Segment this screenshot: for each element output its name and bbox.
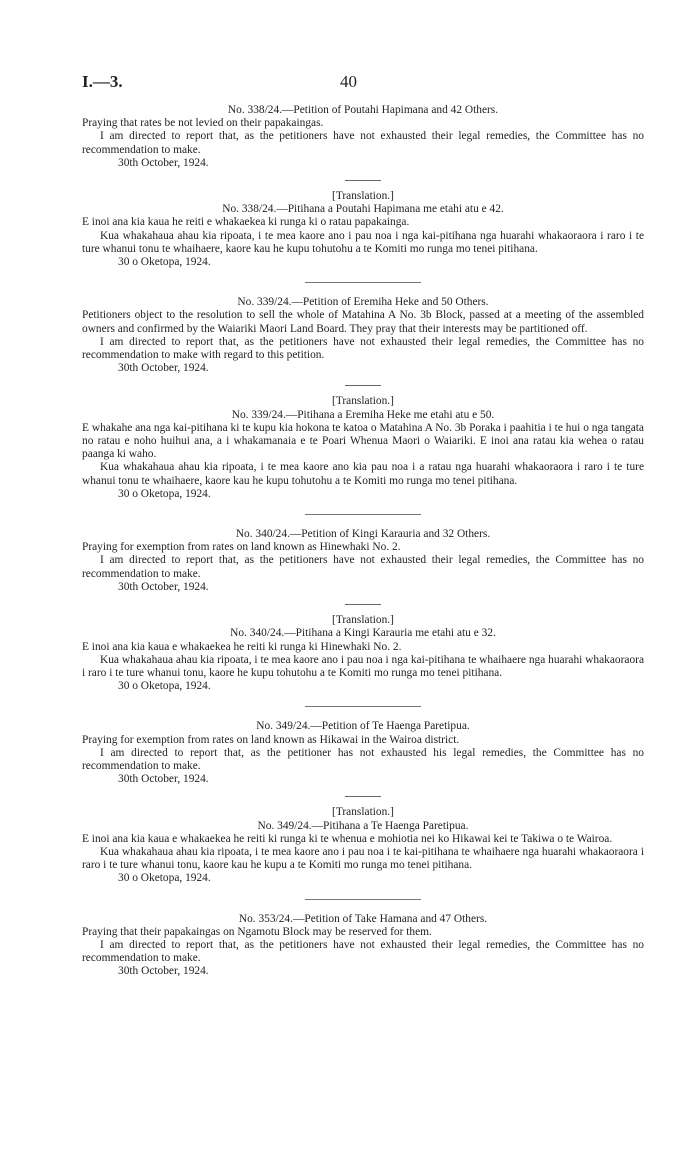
translation-report: Kua whakahaua ahau kia ripoata, i te mea kaore ano i pau noa i nga kai-pitihana nga huarahi whakaoraora i raro i te ture whanui tonu te whaihaere, kaore kau he kupu tohutohu a te Komiti mo runga mo tenei pitihana. <box>82 229 644 255</box>
report-date: 30th October, 1924. <box>118 362 209 375</box>
committee-report: I am directed to report that, as the petitioners have not exhausted their legal remedies, the Committee has no recommendation to make. <box>82 130 644 156</box>
petition-body: Praying that rates be not levied on their papakaingas. <box>82 117 324 130</box>
committee-report: I am directed to report that, as the petitioner has not exhausted his legal remedies, the Committee has no recommendation to make. <box>82 746 644 772</box>
translation-title: No. 339/24.—Pitihana a Eremiha Heke me etahi atu e 50. <box>231 408 495 421</box>
petition-body: Praying for exemption from rates on land known as Hikawai in the Wairoa district. <box>82 733 460 746</box>
translation-body: E inoi ana kia kaua e whakaekea he reiti ki runga ki te whenua e mohiotia nei ko Hikawai kei te Takiwa o te Wairoa. <box>82 832 613 845</box>
petition-title: No. 349/24.—Petition of Te Haenga Paretipua. <box>256 720 470 733</box>
series-header: I.—3. <box>82 72 123 91</box>
report-date: 30th October, 1924. <box>118 965 209 978</box>
petition-entry <box>82 296 644 501</box>
petition-body: Praying for exemption from rates on land known as Hinewhaki No. 2. <box>82 541 401 554</box>
translation-date: 30 o Oketopa, 1924. <box>118 256 211 269</box>
report-date: 30th October, 1924. <box>118 580 209 593</box>
translation-title: No. 338/24.—Pitihana a Poutahi Hapimana me etahi atu e 42. <box>222 203 504 216</box>
translation-date: 30 o Oketopa, 1924. <box>118 680 211 693</box>
petition-title: No. 338/24.—Petition of Poutahi Hapimana and 42 Others. <box>227 104 499 116</box>
translation-report: Kua whakahaua ahau kia ripoata, i te mea kaore ano i pau noa i nga kai-pitihana te whaihaere nga huarahi whakaoraora i raro i te ture whanui tonu, kaore he kupu tohutohu a te Komiti mo runga mo tenei pitihana. <box>82 653 644 679</box>
entry-divider <box>305 514 421 515</box>
committee-report: I am directed to report that, as the petitioners have not exhausted their legal remedies, the Committee has no recommendation to make. <box>82 938 644 965</box>
translation-report: Kua whakahaua ahau kia ripoata, i te mea kaore ano kia pau noa i a ratau nga huarahi whakaoraora i raro i te ture whanui tonu te whaihaere, kaore kau he kupu tohutohu a te Komiti mo runga mo tenei pitihana. <box>82 461 644 487</box>
entry-divider <box>305 899 421 900</box>
translation-body: E whakahe ana nga kai-pitihana ki te kupu kia hokona te katoa o Matahina A No. 3b Poraka i paahitia i te hui o nga tangata no ratau e noho huihui ana, a i whakamanaia e te Poari Whenua Maori o Waiariki. E inoi ana ratau kia wehea o ratau paanga ki waho. <box>82 421 644 461</box>
petition-body: Petitioners object to the resolution to sell the whole of Matahina A No. 3b Block, passed at a meeting of the assembled owners and confirmed by the Waiariki Maori Land Board. They pray that their interests may be partitioned off. <box>82 309 644 335</box>
translation-title: No. 349/24.—Pitihana a Te Haenga Paretipua. <box>257 819 469 832</box>
report-date: 30th October, 1924. <box>118 156 209 169</box>
translation-title: No. 340/24.—Pitihana a Kingi Karauria me etahi atu e 32. <box>230 627 496 640</box>
entry-divider <box>305 706 421 707</box>
petition-title: No. 340/24.—Petition of Kingi Karauria and 32 Others. <box>235 528 491 541</box>
translation-report: Kua whakahaua ahau kia ripoata, i te mea kaore ano i pau noa i te kai-pitihana te whaihaere nga huarahi whakaoraora i raro i te ture whanui tonu, kaore kau he kupu a te Komiti mo runga mo tenei pitihana. <box>82 845 644 872</box>
translation-label: [Translation.] <box>332 395 394 408</box>
committee-report: I am directed to report that, as the petitioners have not exhausted their legal remedies, the Committee has no recommendation to make with regard to this petition. <box>82 335 644 362</box>
petition-title: No. 353/24.—Petition of Take Hamana and 47 Others. <box>238 912 488 925</box>
petition-title: No. 339/24.—Petition of Eremiha Heke and 50 Others. <box>237 296 489 309</box>
petition-list <box>82 104 644 979</box>
committee-report: I am directed to report that, as the petitioners have not exhausted their legal remedies, the Committee has no recommendation to make. <box>82 554 644 580</box>
petition-body: Praying that their papakaingas on Ngamotu Block may be reserved for them. <box>82 925 432 938</box>
petition-entry <box>82 913 644 979</box>
petition-entry <box>82 104 644 269</box>
petition-entry <box>82 720 644 885</box>
translation-label: [Translation.] <box>332 806 394 819</box>
translation-label: [Translation.] <box>332 190 394 203</box>
section-divider <box>345 604 381 605</box>
translation-body: E inoi ana kia kaua he reiti e whakaekea ki runga ki o ratau papakainga. <box>82 216 410 229</box>
section-divider <box>345 796 381 797</box>
translation-label: [Translation.] <box>332 614 394 627</box>
section-divider <box>345 385 381 386</box>
page-number: 40 <box>340 72 357 91</box>
translation-date: 30 o Oketopa, 1924. <box>118 872 211 885</box>
section-divider <box>345 180 381 181</box>
report-date: 30th October, 1924. <box>118 773 209 786</box>
petition-entry <box>82 528 644 693</box>
entry-divider <box>305 282 421 283</box>
translation-body: E inoi ana kia kaua e whakaekea he reiti ki runga ki Hinewhaki No. 2. <box>82 640 402 653</box>
translation-date: 30 o Oketopa, 1924. <box>118 487 211 500</box>
